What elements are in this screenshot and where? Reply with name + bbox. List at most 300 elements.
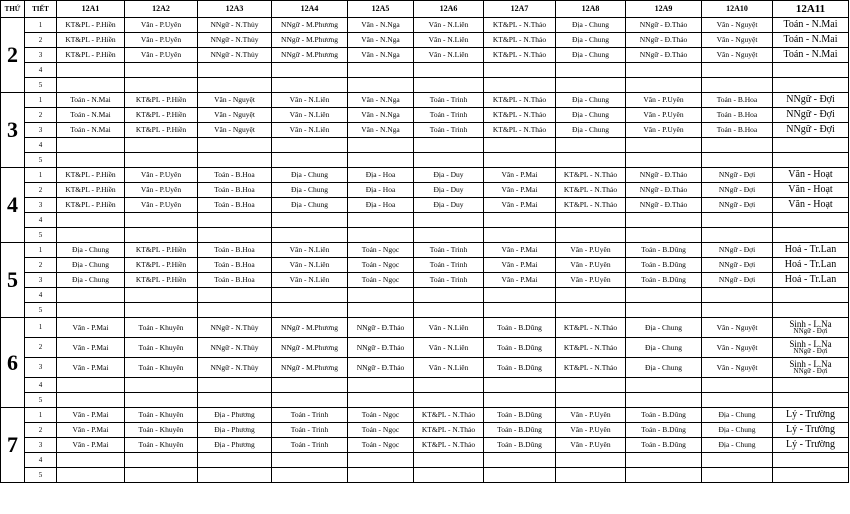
schedule-cell: Địa - Chung [272, 198, 348, 213]
cell-extra-subject: NNgữ - Đợi [793, 347, 828, 356]
schedule-cell [125, 78, 198, 93]
schedule-cell: KT&PL - N.Thảo [484, 33, 556, 48]
schedule-cell: NNgữ - Đợi [702, 168, 773, 183]
schedule-cell [484, 378, 556, 393]
table-row [1, 303, 849, 318]
schedule-cell [414, 153, 484, 168]
schedule-cell: Toán - B.Hoa [702, 108, 773, 123]
schedule-cell: Địa - Phương [198, 423, 272, 438]
cell-extra-subject: NNgữ - Đợi [793, 367, 828, 376]
cell-subject: Sinh - L.Na [789, 358, 832, 369]
schedule-cell: Toán - Khuyên [125, 423, 198, 438]
period-number: 4 [25, 138, 57, 153]
schedule-cell: Văn - P.Mai [484, 243, 556, 258]
schedule-cell: KT&PL - N.Thảo [556, 338, 626, 358]
schedule-cell: Văn - P.Uyên [125, 198, 198, 213]
period-number: 4 [25, 63, 57, 78]
day-label: 3 [1, 93, 25, 168]
schedule-cell: Văn - P.Uyên [556, 258, 626, 273]
schedule-cell [626, 213, 702, 228]
schedule-cell [773, 138, 849, 153]
schedule-cell [484, 228, 556, 243]
schedule-cell: NNgữ - Đ.Thảo [626, 48, 702, 63]
schedule-cell: Địa - Chung [702, 438, 773, 453]
schedule-cell: Toán - Ngọc [348, 273, 414, 288]
schedule-cell: Văn - Nguyệt [198, 93, 272, 108]
schedule-cell: KT&PL - N.Thảo [556, 198, 626, 213]
schedule-cell: KT&PL - P.Hiền [57, 18, 125, 33]
schedule-cell [773, 228, 849, 243]
schedule-cell [484, 453, 556, 468]
schedule-cell: Toán - B.Dũng [484, 423, 556, 438]
schedule-cell: Văn - P.Mai [484, 168, 556, 183]
schedule-cell: Văn - P.Mai [57, 423, 125, 438]
header-class: 12A9 [626, 1, 702, 18]
schedule-cell: NNgữ - Đ.Thảo [626, 18, 702, 33]
schedule-cell: Văn - N.Liên [414, 318, 484, 338]
schedule-cell: Toán - Khuyên [125, 358, 198, 378]
header-class: 12A1 [57, 1, 125, 18]
schedule-cell: Địa - Chung [272, 168, 348, 183]
schedule-cell: Văn - Nguyệt [198, 108, 272, 123]
schedule-cell: Văn - P.Mai [57, 438, 125, 453]
schedule-cell: Văn - P.Uyên [556, 273, 626, 288]
table-row [1, 338, 849, 358]
schedule-cell: Văn - N.Nga [348, 18, 414, 33]
period-number: 2 [25, 108, 57, 123]
schedule-cell: Văn - N.Liên [414, 48, 484, 63]
schedule-cell: Văn - Hoạt [773, 168, 849, 183]
schedule-cell [626, 468, 702, 483]
schedule-cell [556, 138, 626, 153]
schedule-cell [272, 153, 348, 168]
schedule-cell [626, 138, 702, 153]
schedule-cell [414, 138, 484, 153]
schedule-cell: NNgữ - N.Thủy [198, 338, 272, 358]
schedule-cell [556, 153, 626, 168]
schedule-cell: Toán - N.Mai [57, 108, 125, 123]
schedule-cell: Văn - N.Liên [414, 18, 484, 33]
schedule-cell: Toán - B.Dũng [484, 318, 556, 338]
table-row [1, 358, 849, 378]
schedule-cell [348, 393, 414, 408]
schedule-cell: Toán - B.Dũng [484, 438, 556, 453]
schedule-cell [125, 303, 198, 318]
schedule-cell: Toán - N.Mai [773, 33, 849, 48]
table-row [1, 123, 849, 138]
schedule-cell: Văn - Nguyệt [198, 123, 272, 138]
schedule-cell [484, 78, 556, 93]
schedule-cell [773, 318, 849, 338]
schedule-cell [626, 288, 702, 303]
schedule-cell [272, 213, 348, 228]
schedule-cell: Văn - N.Nga [348, 93, 414, 108]
schedule-cell: Toán - Khuyên [125, 318, 198, 338]
schedule-cell [125, 213, 198, 228]
schedule-cell [348, 453, 414, 468]
schedule-cell [348, 288, 414, 303]
schedule-cell [57, 153, 125, 168]
table-row [1, 108, 849, 123]
period-number: 4 [25, 378, 57, 393]
schedule-cell: KT&PL - P.Hiền [125, 243, 198, 258]
period-number: 1 [25, 18, 57, 33]
schedule-cell [484, 213, 556, 228]
schedule-cell [773, 78, 849, 93]
header-class: 12A11 [773, 1, 849, 18]
schedule-cell [272, 78, 348, 93]
schedule-cell: Văn - P.Mai [484, 198, 556, 213]
schedule-cell: Địa - Chung [57, 258, 125, 273]
schedule-cell: Toán - Trinh [414, 123, 484, 138]
schedule-cell: NNgữ - M.Phương [272, 358, 348, 378]
schedule-cell: Văn - Nguyệt [702, 18, 773, 33]
period-number: 5 [25, 153, 57, 168]
period-number: 3 [25, 198, 57, 213]
schedule-cell: Địa - Chung [702, 408, 773, 423]
schedule-cell: Văn - Nguyệt [702, 338, 773, 358]
schedule-cell: KT&PL - P.Hiền [125, 123, 198, 138]
schedule-cell: NNgữ - Đợi [702, 258, 773, 273]
schedule-cell [626, 303, 702, 318]
schedule-cell [556, 228, 626, 243]
schedule-cell: NNgữ - Đợi [773, 108, 849, 123]
schedule-cell: Văn - N.Liên [272, 108, 348, 123]
header-class: 12A2 [125, 1, 198, 18]
schedule-cell: Lý - Trường [773, 423, 849, 438]
schedule-cell: NNgữ - Đ.Thảo [626, 198, 702, 213]
schedule-cell [773, 288, 849, 303]
schedule-cell: KT&PL - N.Thảo [414, 438, 484, 453]
table-row [1, 213, 849, 228]
schedule-cell [198, 303, 272, 318]
schedule-cell: Địa - Chung [556, 48, 626, 63]
header-tiet: TIẾT [25, 1, 57, 18]
schedule-cell [57, 228, 125, 243]
schedule-cell [414, 78, 484, 93]
day-label: 2 [1, 18, 25, 93]
schedule-cell [198, 393, 272, 408]
schedule-cell [702, 228, 773, 243]
schedule-cell [272, 138, 348, 153]
schedule-cell [125, 228, 198, 243]
schedule-cell [414, 378, 484, 393]
schedule-cell: NNgữ - N.Thủy [198, 18, 272, 33]
period-number: 1 [25, 168, 57, 183]
schedule-cell [702, 453, 773, 468]
schedule-cell [702, 63, 773, 78]
schedule-cell [556, 303, 626, 318]
schedule-cell: KT&PL - N.Thảo [484, 123, 556, 138]
schedule-cell: Văn - P.Uyên [556, 408, 626, 423]
schedule-cell: Địa - Chung [556, 18, 626, 33]
schedule-cell: Văn - P.Mai [484, 183, 556, 198]
table-row [1, 273, 849, 288]
schedule-cell [198, 288, 272, 303]
schedule-cell [556, 63, 626, 78]
schedule-cell: Toán - N.Mai [57, 123, 125, 138]
schedule-cell: Văn - N.Liên [414, 338, 484, 358]
schedule-cell: KT&PL - N.Thảo [484, 93, 556, 108]
schedule-cell [626, 378, 702, 393]
schedule-cell: Văn - P.Mai [484, 273, 556, 288]
header-class: 12A4 [272, 1, 348, 18]
schedule-cell: Toán - Ngọc [348, 408, 414, 423]
schedule-cell: Địa - Phương [198, 408, 272, 423]
schedule-cell: Địa - Duy [414, 198, 484, 213]
table-row [1, 258, 849, 273]
schedule-cell: Địa - Chung [556, 108, 626, 123]
schedule-cell: Toán - B.Dũng [484, 338, 556, 358]
schedule-cell: Hoá - Tr.Lan [773, 258, 849, 273]
schedule-cell [198, 228, 272, 243]
period-number: 2 [25, 183, 57, 198]
schedule-cell [773, 378, 849, 393]
table-row [1, 408, 849, 423]
schedule-cell: Toán - B.Dũng [484, 408, 556, 423]
schedule-cell [626, 153, 702, 168]
schedule-cell: NNgữ - Đ.Thảo [348, 318, 414, 338]
schedule-cell: Địa - Hoa [348, 168, 414, 183]
schedule-cell: Địa - Chung [626, 358, 702, 378]
schedule-cell: Văn - N.Liên [414, 33, 484, 48]
schedule-cell: Toán - B.Hoa [702, 93, 773, 108]
schedule-cell [484, 63, 556, 78]
header-row [1, 1, 849, 18]
schedule-cell: KT&PL - P.Hiền [57, 198, 125, 213]
schedule-cell [626, 228, 702, 243]
schedule-cell [57, 303, 125, 318]
schedule-cell: Văn - P.Uyên [556, 243, 626, 258]
schedule-cell: NNgữ - N.Thủy [198, 48, 272, 63]
schedule-cell: Địa - Phương [198, 438, 272, 453]
schedule-cell [125, 288, 198, 303]
table-row [1, 453, 849, 468]
table-row [1, 468, 849, 483]
schedule-cell: KT&PL - P.Hiền [125, 273, 198, 288]
schedule-cell [272, 378, 348, 393]
schedule-cell: KT&PL - N.Thảo [414, 408, 484, 423]
period-number: 1 [25, 243, 57, 258]
schedule-cell: Toán - Trinh [414, 243, 484, 258]
schedule-cell [414, 288, 484, 303]
table-row [1, 378, 849, 393]
schedule-cell [626, 63, 702, 78]
schedule-cell: Toán - B.Dũng [626, 258, 702, 273]
schedule-cell: Văn - P.Mai [484, 258, 556, 273]
schedule-cell: Văn - P.Uyên [626, 108, 702, 123]
schedule-cell [57, 213, 125, 228]
schedule-cell: KT&PL - P.Hiền [57, 33, 125, 48]
schedule-cell: Văn - N.Nga [348, 48, 414, 63]
schedule-cell [57, 468, 125, 483]
schedule-cell [556, 78, 626, 93]
period-number: 4 [25, 213, 57, 228]
schedule-cell [57, 78, 125, 93]
schedule-cell: Địa - Chung [702, 423, 773, 438]
period-number: 2 [25, 338, 57, 358]
schedule-cell: Văn - N.Liên [272, 123, 348, 138]
schedule-cell [57, 453, 125, 468]
schedule-cell [484, 303, 556, 318]
schedule-cell: Toán - B.Hoa [198, 243, 272, 258]
schedule-cell: NNgữ - M.Phương [272, 33, 348, 48]
period-number: 2 [25, 423, 57, 438]
schedule-cell: NNgữ - N.Thủy [198, 358, 272, 378]
schedule-cell: Địa - Duy [414, 168, 484, 183]
schedule-cell [414, 453, 484, 468]
schedule-cell: Toán - Ngọc [348, 243, 414, 258]
table-row [1, 243, 849, 258]
table-row [1, 288, 849, 303]
schedule-cell: Văn - P.Uyên [125, 48, 198, 63]
schedule-cell [702, 153, 773, 168]
schedule-cell: KT&PL - N.Thảo [556, 358, 626, 378]
schedule-cell [484, 153, 556, 168]
schedule-cell: Lý - Trường [773, 438, 849, 453]
schedule-cell [198, 378, 272, 393]
schedule-cell: Văn - N.Nga [348, 33, 414, 48]
schedule-cell: NNgữ - Đợi [702, 183, 773, 198]
period-number: 3 [25, 123, 57, 138]
cell-subject: Sinh - L.Na [789, 318, 832, 329]
schedule-cell: Văn - P.Uyên [125, 33, 198, 48]
period-number: 5 [25, 393, 57, 408]
period-number: 5 [25, 78, 57, 93]
schedule-cell [125, 138, 198, 153]
schedule-cell [348, 378, 414, 393]
schedule-cell: Địa - Hoa [348, 183, 414, 198]
schedule-cell: Toán - B.Dũng [626, 273, 702, 288]
timetable-body [1, 18, 849, 483]
schedule-cell [484, 468, 556, 483]
schedule-cell: Toán - Ngọc [348, 258, 414, 273]
schedule-cell: Văn - N.Liên [272, 273, 348, 288]
schedule-cell: KT&PL - N.Thảo [484, 108, 556, 123]
table-row [1, 318, 849, 338]
header-class: 12A3 [198, 1, 272, 18]
schedule-cell: Toán - Trinh [414, 273, 484, 288]
schedule-cell: NNgữ - Đ.Thảo [348, 358, 414, 378]
schedule-cell: Toán - B.Hoa [702, 123, 773, 138]
period-number: 5 [25, 468, 57, 483]
period-number: 2 [25, 258, 57, 273]
schedule-cell [702, 393, 773, 408]
schedule-cell: KT&PL - P.Hiền [125, 93, 198, 108]
schedule-cell [702, 378, 773, 393]
schedule-cell: Toán - B.Hoa [198, 168, 272, 183]
schedule-cell [626, 78, 702, 93]
schedule-cell [702, 468, 773, 483]
schedule-cell: Địa - Duy [414, 183, 484, 198]
schedule-cell: Toán - N.Mai [773, 18, 849, 33]
schedule-cell: Toán - B.Dũng [626, 243, 702, 258]
schedule-cell: Văn - P.Mai [57, 358, 125, 378]
schedule-cell: NNgữ - N.Thủy [198, 318, 272, 338]
schedule-cell: Toán - Khuyên [125, 408, 198, 423]
schedule-cell: Văn - N.Nga [348, 123, 414, 138]
table-row [1, 33, 849, 48]
schedule-cell: KT&PL - P.Hiền [125, 258, 198, 273]
period-number: 4 [25, 288, 57, 303]
schedule-cell: Toán - Khuyên [125, 438, 198, 453]
schedule-cell: NNgữ - M.Phương [272, 338, 348, 358]
schedule-cell [272, 453, 348, 468]
header-class: 12A8 [556, 1, 626, 18]
schedule-cell: KT&PL - N.Thảo [556, 168, 626, 183]
schedule-cell: Văn - P.Uyên [556, 438, 626, 453]
schedule-cell [198, 153, 272, 168]
schedule-cell [702, 138, 773, 153]
schedule-cell [773, 468, 849, 483]
schedule-cell [556, 453, 626, 468]
schedule-cell: NNgữ - M.Phương [272, 318, 348, 338]
schedule-cell: Toán - Trinh [272, 408, 348, 423]
schedule-cell [773, 393, 849, 408]
schedule-cell [125, 468, 198, 483]
schedule-cell: NNgữ - Đợi [702, 198, 773, 213]
schedule-cell: NNgữ - M.Phương [272, 48, 348, 63]
schedule-cell: Toán - Ngọc [348, 438, 414, 453]
header-class: 12A6 [414, 1, 484, 18]
schedule-cell: Văn - P.Uyên [125, 168, 198, 183]
schedule-cell: Toán - B.Hoa [198, 183, 272, 198]
schedule-cell [626, 453, 702, 468]
schedule-cell [556, 378, 626, 393]
schedule-cell: NNgữ - Đ.Thảo [626, 33, 702, 48]
table-row [1, 198, 849, 213]
schedule-cell: Toán - Trinh [414, 93, 484, 108]
schedule-cell: Văn - P.Mai [57, 338, 125, 358]
schedule-cell [348, 468, 414, 483]
schedule-cell [125, 393, 198, 408]
header-thu: THỨ [1, 1, 25, 18]
schedule-cell: Toán - B.Dũng [626, 438, 702, 453]
schedule-cell: Địa - Chung [57, 273, 125, 288]
schedule-cell: Hoá - Tr.Lan [773, 273, 849, 288]
schedule-cell [626, 393, 702, 408]
table-row [1, 423, 849, 438]
schedule-cell: KT&PL - N.Thảo [556, 183, 626, 198]
schedule-cell: Địa - Chung [556, 123, 626, 138]
period-number: 3 [25, 358, 57, 378]
schedule-cell [198, 78, 272, 93]
schedule-cell [57, 393, 125, 408]
schedule-cell: Toán - Trinh [272, 438, 348, 453]
schedule-cell: Văn - P.Mai [57, 318, 125, 338]
table-row [1, 183, 849, 198]
schedule-cell [57, 138, 125, 153]
table-row [1, 228, 849, 243]
schedule-cell [348, 303, 414, 318]
schedule-cell [773, 63, 849, 78]
schedule-cell: Toán - Khuyên [125, 338, 198, 358]
schedule-cell [773, 358, 849, 378]
schedule-cell [484, 288, 556, 303]
schedule-cell: Toán - B.Dũng [626, 408, 702, 423]
schedule-cell: Văn - P.Uyên [626, 123, 702, 138]
schedule-cell: Văn - P.Mai [57, 408, 125, 423]
schedule-cell: Toán - N.Mai [773, 48, 849, 63]
schedule-cell: Toán - B.Hoa [198, 198, 272, 213]
schedule-cell [348, 228, 414, 243]
schedule-cell: NNgữ - Đ.Thảo [348, 338, 414, 358]
schedule-cell: Văn - Hoạt [773, 183, 849, 198]
schedule-cell: NNgữ - Đ.Thảo [626, 168, 702, 183]
period-number: 1 [25, 318, 57, 338]
schedule-cell: Văn - Nguyệt [702, 358, 773, 378]
schedule-cell: Văn - N.Nga [348, 108, 414, 123]
